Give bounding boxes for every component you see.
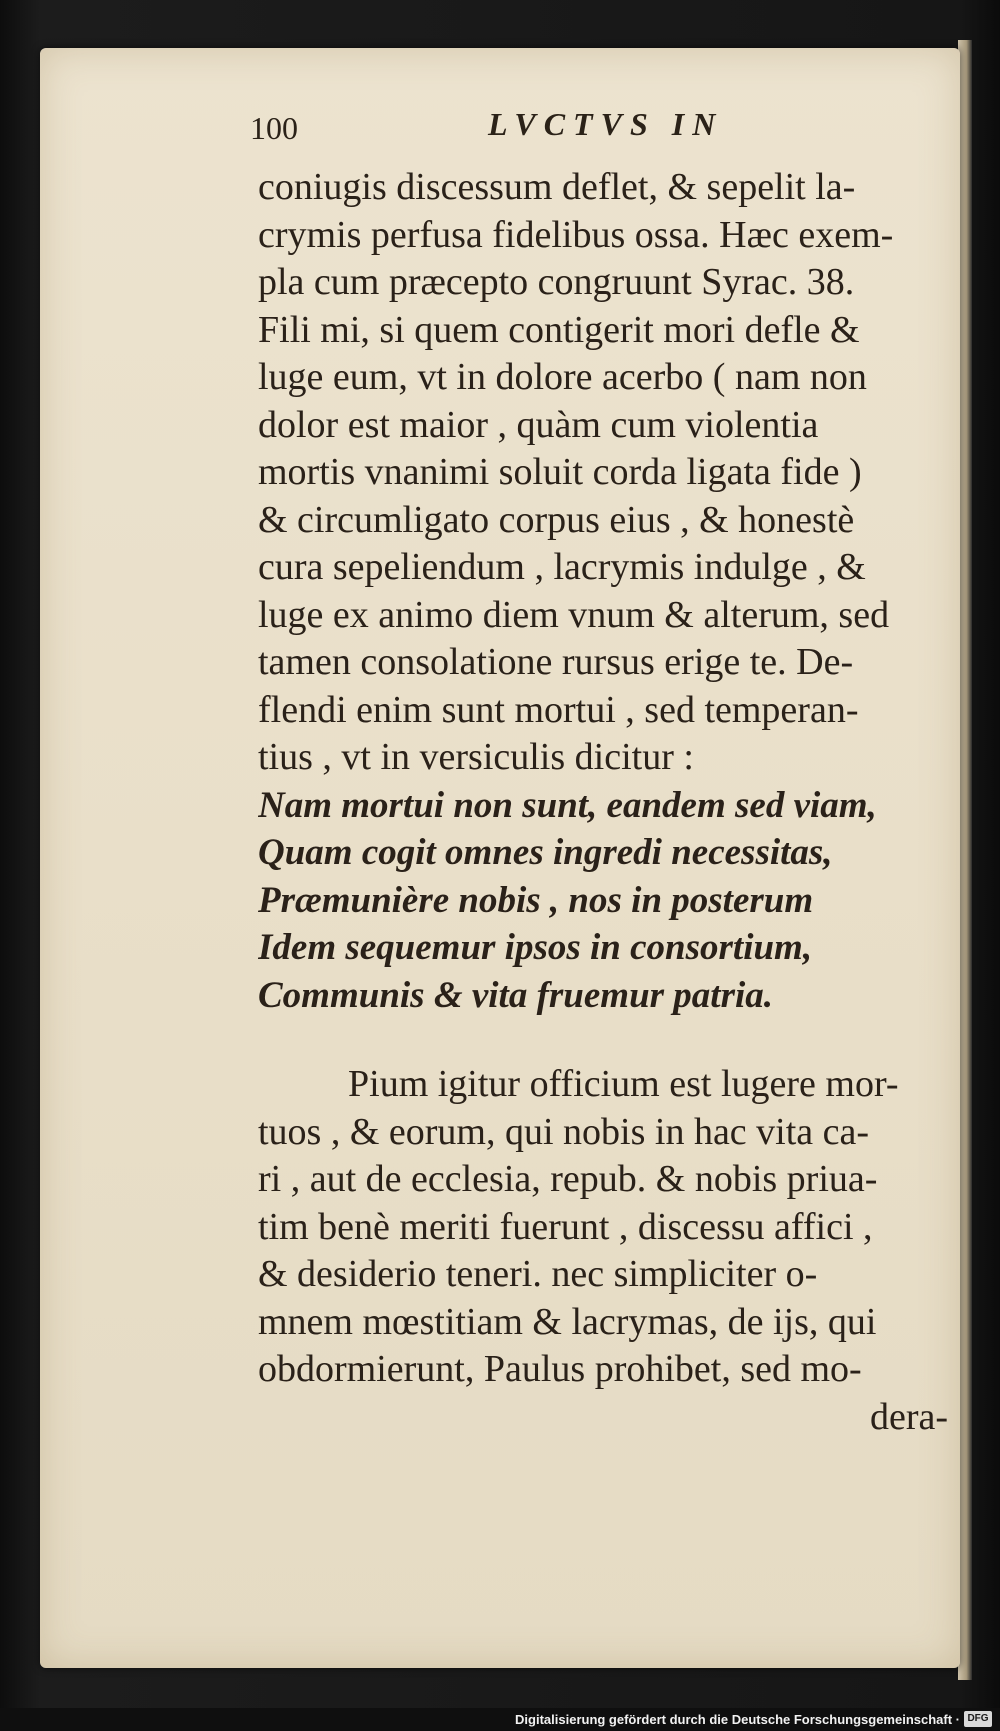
text-line: luge eum, vt in dolore acerbo ( nam non [258, 356, 867, 398]
text-line: coniugis discessum deflet, & sepelit la- [258, 166, 856, 208]
second-paragraph [258, 1061, 948, 1441]
verse-line: Idem sequemur ipsos in consortium, [258, 927, 813, 968]
text-line: tim benè meriti fuerunt , discessu affici , [258, 1205, 873, 1248]
funding-credit: Digitalisierung gefördert durch die Deutsche Forschungsgemeinschaft · [515, 1712, 960, 1727]
text-line: crymis perfusa fidelibus ossa. Hæc exem- [258, 213, 894, 256]
verse-line: Præmunière nobis , nos in posterum [258, 879, 814, 921]
paragraph-gap [258, 1019, 948, 1061]
verse-line: Quam cogit omnes ingredi necessitas, [258, 832, 833, 873]
prose-paragraph [258, 164, 948, 782]
text-line: cura sepeliendum , lacrymis indulge , & [258, 546, 866, 588]
text-line: Pium igitur officium est lugere mor- [348, 1063, 899, 1105]
text-line: & desiderio teneri. nec simpliciter o- [258, 1253, 818, 1295]
text-line: mnem mœstitiam & lacrymas, de ijs, qui [258, 1300, 877, 1343]
text-line: dolor est maior , quàm cum violentia [258, 403, 819, 446]
dfg-logo: DFG [964, 1711, 992, 1727]
text-block [258, 164, 948, 1441]
page-number: 100 [250, 110, 298, 146]
text-line: pla cum præcepto congruunt Syrac. 38. [258, 261, 855, 303]
text-line: mortis vnanimi soluit corda ligata fide ) [258, 451, 862, 493]
verse-quotation [258, 782, 948, 1020]
text-line: Fili mi, si quem contigerit mori defle & [258, 308, 860, 351]
page-stack-edge [958, 40, 972, 1680]
text-line: luge ex animo diem vnum & alterum, sed [258, 593, 890, 636]
catchword: dera- [869, 1395, 948, 1438]
running-head: LVCTVS IN [488, 106, 724, 142]
text-line: tuos , & eorum, qui nobis in hac vita ca- [258, 1110, 870, 1153]
text-line: flendi enim sunt mortui , sed temperan- [258, 688, 859, 731]
verse-line: Nam mortui non sunt, eandem sed viam, [258, 784, 877, 826]
verse-line: Communis & vita fruemur patria. [258, 974, 774, 1016]
text-line: obdormierunt, Paulus prohibet, sed mo- [258, 1348, 862, 1390]
text-line: & circumligato corpus eius , & honestè [258, 498, 855, 541]
text-line: ri , aut de ecclesia, repub. & nobis priua- [258, 1158, 878, 1200]
text-line: tamen consolatione rursus erige te. De- [258, 641, 854, 683]
text-line: tius , vt in versiculis dicitur : [258, 736, 694, 778]
